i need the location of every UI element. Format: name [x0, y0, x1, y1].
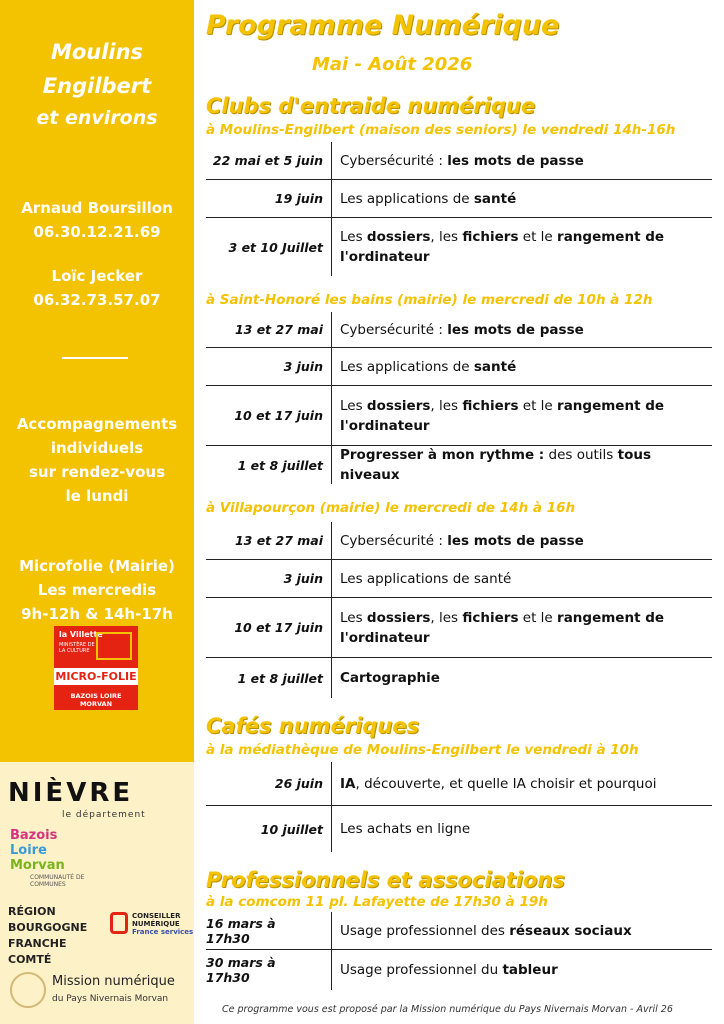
contact2-name: Loïc Jecker: [51, 267, 143, 285]
pros-title: Professionnels et associations: [206, 868, 565, 892]
contact1-name: Arnaud Boursillon: [21, 199, 173, 217]
row-desc: Les applications de santé: [340, 570, 512, 587]
cn-text: [132, 912, 193, 936]
mf-top: la Villette: [59, 630, 103, 639]
row-desc: Progresser à mon rythme : des outils tous niveaux: [340, 447, 652, 483]
row-desc: Les dossiers, les fichiers et le rangement de l'ordinateur: [340, 229, 665, 265]
table-row: [206, 142, 712, 180]
accomp-line1: Accompagnements: [16, 415, 178, 433]
region-logo: [8, 904, 87, 968]
city-name-line1: Moulins: [50, 40, 144, 64]
accomp-line2: individuels: [50, 439, 144, 457]
cubes-icon: [96, 632, 132, 660]
page-title: Programme Numérique: [206, 10, 560, 41]
bzl-2: Loire: [10, 843, 47, 858]
region-1: RÉGION: [8, 905, 56, 918]
micro-line2: Les mercredis: [37, 581, 157, 599]
footer-note: Ce programme vous est proposé par la Mission numérique du Pays Nivernais Morvan - Avril 26: [222, 1004, 673, 1015]
accomp-line4: le lundi: [65, 487, 129, 505]
city-name-line2: Engilbert: [42, 74, 152, 98]
mf-name: MICRO-FOLIE: [55, 670, 137, 683]
region-4: COMTÉ: [8, 953, 52, 966]
cafes-heading: à la médiathèque de Moulins-Engilbert le vendredi à 10h: [206, 742, 639, 758]
bzl-sub: COMMUNAUTÉ DE COMMUNES: [30, 874, 85, 888]
row-date: 10 et 17 juin: [206, 386, 332, 445]
sthonore-heading: à Saint-Honoré les bains (mairie) le mercredi de 10h à 12h: [206, 292, 653, 308]
bzl-3: Morvan: [10, 858, 65, 873]
row-desc: IA, découverte, et quelle IA choisir et pourquoi: [340, 775, 657, 792]
cn-3: France services: [132, 928, 194, 936]
row-date: 16 mars à 17h30: [206, 912, 332, 949]
table-row: [206, 658, 712, 698]
mission-leaf-icon: [10, 972, 46, 1008]
row-date: 30 mars à 17h30: [206, 950, 332, 990]
conseiller-numerique-icon: [110, 912, 128, 934]
cn-1: CONSEILLER: [132, 912, 181, 920]
region-3: FRANCHE: [8, 937, 67, 950]
row-desc: Les dossiers, les fichiers et le rangement de l'ordinateur: [340, 609, 665, 646]
cn-2: NUMÉRIQUE: [132, 920, 180, 928]
pros-heading: à la comcom 11 pl. Lafayette de 17h30 à 19h: [206, 894, 548, 910]
table-row: [206, 348, 712, 386]
row-desc: Les applications de santé: [340, 358, 517, 375]
micro-line3: 9h-12h & 14h-17h: [21, 605, 173, 623]
clubs-title: Clubs d'entraide numérique: [206, 94, 536, 118]
table-row: [206, 386, 712, 446]
row-date: 10 et 17 juin: [206, 598, 332, 657]
row-date: 26 juin: [206, 762, 332, 805]
row-desc: Cybersécurité : les mots de passe: [340, 532, 584, 549]
bzl-1: Bazois: [10, 828, 58, 843]
row-date: 3 et 10 Juillet: [206, 218, 332, 276]
cafes-title: Cafés numériques: [206, 714, 420, 738]
row-date: 1 et 8 juillet: [206, 658, 332, 698]
mission-name: Mission numérique: [52, 974, 175, 989]
region-2: BOURGOGNE: [8, 921, 88, 934]
table-row: [206, 522, 712, 560]
table-row: [206, 762, 712, 806]
table-row: [206, 560, 712, 598]
villapourcon-heading: à Villapourçon (mairie) le mercredi de 14h à 16h: [206, 500, 576, 516]
accomp-line3: sur rendez-vous: [28, 463, 166, 481]
row-date: 1 et 8 juillet: [206, 446, 332, 484]
contact1-phone: 06.30.12.21.69: [33, 223, 161, 241]
row-date: 22 mai et 5 juin: [206, 142, 332, 179]
table-row: [206, 312, 712, 348]
row-desc: Les applications de santé: [340, 190, 517, 207]
table-row: [206, 446, 712, 484]
table-row: [206, 950, 712, 990]
table-row: [206, 598, 712, 658]
table-row: [206, 912, 712, 950]
micro-line1: Microfolie (Mairie): [19, 557, 175, 575]
row-desc: Usage professionnel des réseaux sociaux: [340, 922, 632, 939]
row-date: 3 juin: [206, 348, 332, 385]
row-date: 19 juin: [206, 180, 332, 217]
row-desc: Les dossiers, les fichiers et le rangement de l'ordinateur: [340, 397, 665, 434]
mission-sub: du Pays Nivernais Morvan: [52, 994, 169, 1004]
table-row: [206, 806, 712, 852]
mf-sub: BAZOIS LOIRE MORVAN: [70, 692, 122, 708]
row-date: 10 juillet: [206, 806, 332, 852]
sidebar: [0, 0, 194, 1024]
row-desc: Cybersécurité : les mots de passe: [340, 321, 584, 338]
row-date: 13 et 27 mai: [206, 312, 332, 347]
row-desc: Usage professionnel du tableur: [340, 962, 558, 978]
partner-logos: [0, 762, 194, 1024]
sidebar-divider: [62, 357, 128, 359]
bzl-logo: [10, 828, 65, 873]
row-desc: Cybersécurité : les mots de passe: [340, 152, 584, 169]
moulins-heading: à Moulins-Engilbert (maison des seniors) le vendredi 14h-16h: [206, 122, 676, 138]
page-subtitle: Mai - Août 2026: [312, 54, 473, 75]
contact2-phone: 06.32.73.57.07: [33, 291, 161, 309]
nievre-logo: NIÈVRE: [8, 778, 134, 808]
table-row: [206, 180, 712, 218]
mf-ministry: MINISTÈRE DE LA CULTURE: [59, 642, 95, 654]
table-row: [206, 218, 712, 276]
microfolie-logo: [54, 626, 138, 710]
row-desc: Les achats en ligne: [340, 821, 471, 837]
row-date: 13 et 27 mai: [206, 522, 332, 559]
city-name-line3: et environs: [36, 107, 158, 129]
nievre-sub: le département: [62, 810, 146, 820]
row-desc: Cartographie: [340, 670, 440, 686]
row-date: 3 juin: [206, 560, 332, 597]
